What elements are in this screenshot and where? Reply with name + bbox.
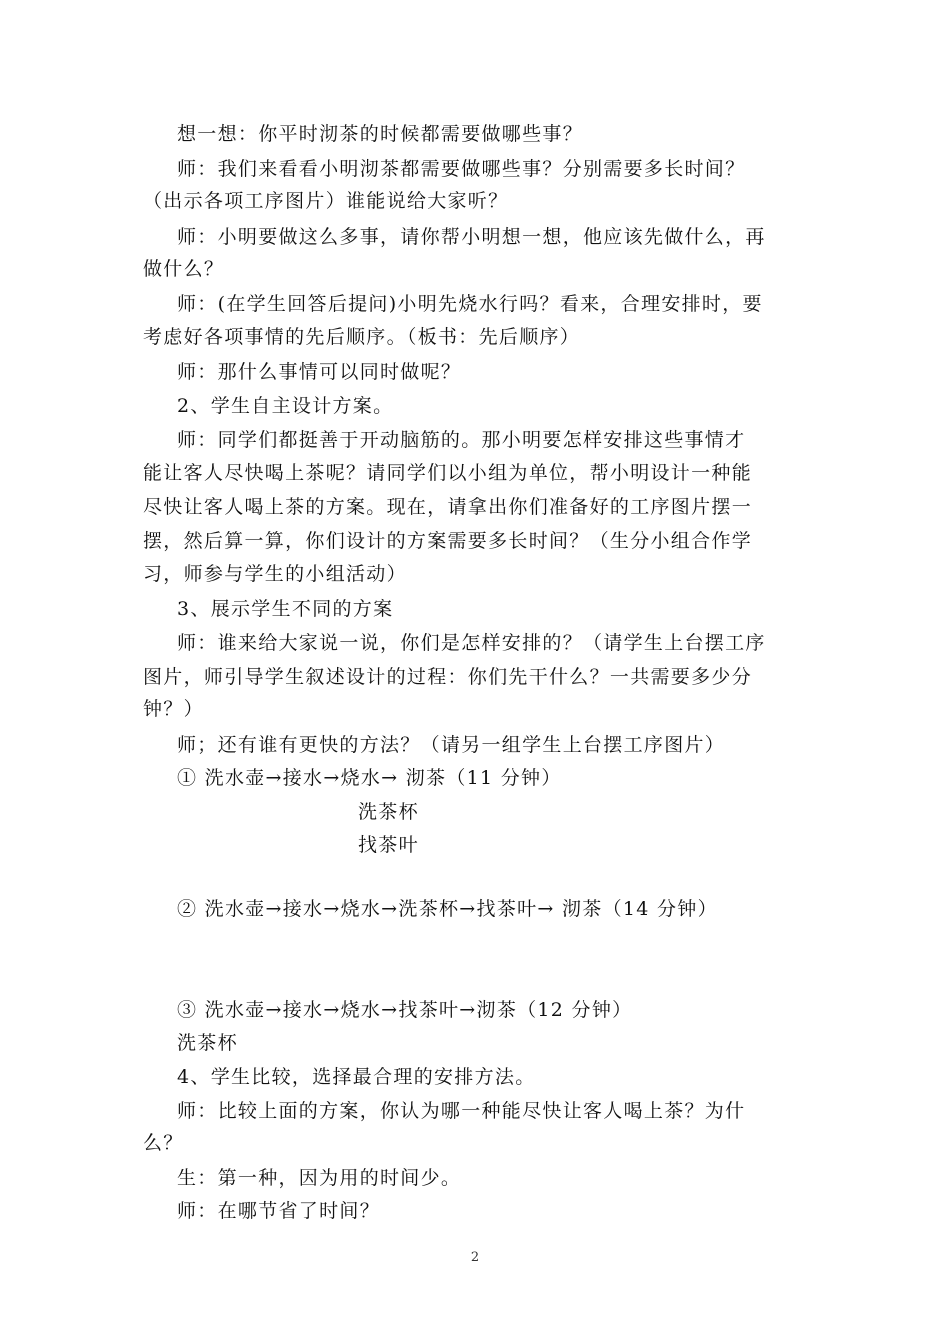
text-line: 能让客人尽快喝上茶呢？请同学们以小组为单位，帮小明设计一种能 xyxy=(143,462,753,484)
text-line: 师：(在学生回答后提问)小明先烧水行吗？看来，合理安排时，要 xyxy=(177,293,763,315)
text-line: （出示各项工序图片）谁能说给大家听？ xyxy=(143,190,509,212)
text-line: 习，师参与学生的小组活动） xyxy=(143,563,407,585)
text-line: 摆，然后算一算，你们设计的方案需要多长时间？（生分小组合作学 xyxy=(143,530,753,552)
plan-three-parallel-task: 洗茶杯 xyxy=(177,1032,238,1054)
section-heading: 4、学生比较，选择最合理的安排方法。 xyxy=(177,1066,536,1088)
text-line: 图片，师引导学生叙述设计的过程：你们先干什么？一共需要多少分 xyxy=(143,666,753,688)
text-line: 钟？） xyxy=(143,698,204,720)
text-line: 师：在哪节省了时间？ xyxy=(177,1200,381,1222)
section-heading: 3、展示学生不同的方案 xyxy=(177,598,394,620)
plan-three: ③ 洗水壶→接水→烧水→找茶叶→沏茶（12 分钟） xyxy=(177,999,633,1021)
text-line: 师：我们来看看小明沏茶都需要做哪些事？分别需要多长时间？ xyxy=(177,158,746,180)
text-line: 考虑好各项事情的先后顺序。（板书：先后顺序） xyxy=(143,326,581,348)
text-line: 师：比较上面的方案，你认为哪一种能尽快让客人喝上茶？为什 xyxy=(177,1100,746,1122)
text-line: 尽快让客人喝上茶的方案。现在，请拿出你们准备好的工序图片摆一 xyxy=(143,496,753,518)
page-number: 2 xyxy=(470,1250,480,1265)
text-line: 生：第一种，因为用的时间少。 xyxy=(177,1167,462,1189)
text-line: 么？ xyxy=(143,1132,184,1154)
text-line: 想一想：你平时沏茶的时候都需要做哪些事？ xyxy=(177,123,584,145)
plan-two: ② 洗水壶→接水→烧水→洗茶杯→找茶叶→ 沏茶（14 分钟） xyxy=(177,898,718,920)
text-line: 做什么？ xyxy=(143,258,225,280)
section-heading: 2、学生自主设计方案。 xyxy=(177,395,394,417)
plan-one: ① 洗水壶→接水→烧水→ 沏茶（11 分钟） xyxy=(177,767,562,789)
plan-one-parallel-task: 找茶叶 xyxy=(358,834,419,856)
text-line: 师；还有谁有更快的方法？（请另一组学生上台摆工序图片） xyxy=(177,734,726,756)
text-line: 师：那什么事情可以同时做呢？ xyxy=(177,361,462,383)
text-line: 师：同学们都挺善于开动脑筋的。那小明要怎样安排这些事情才 xyxy=(177,429,746,451)
text-line: 师：小明要做这么多事，请你帮小明想一想，他应该先做什么，再 xyxy=(177,226,766,248)
text-line: 师：谁来给大家说一说，你们是怎样安排的？（请学生上台摆工序 xyxy=(177,632,766,654)
plan-one-parallel-task: 洗茶杯 xyxy=(358,801,419,823)
